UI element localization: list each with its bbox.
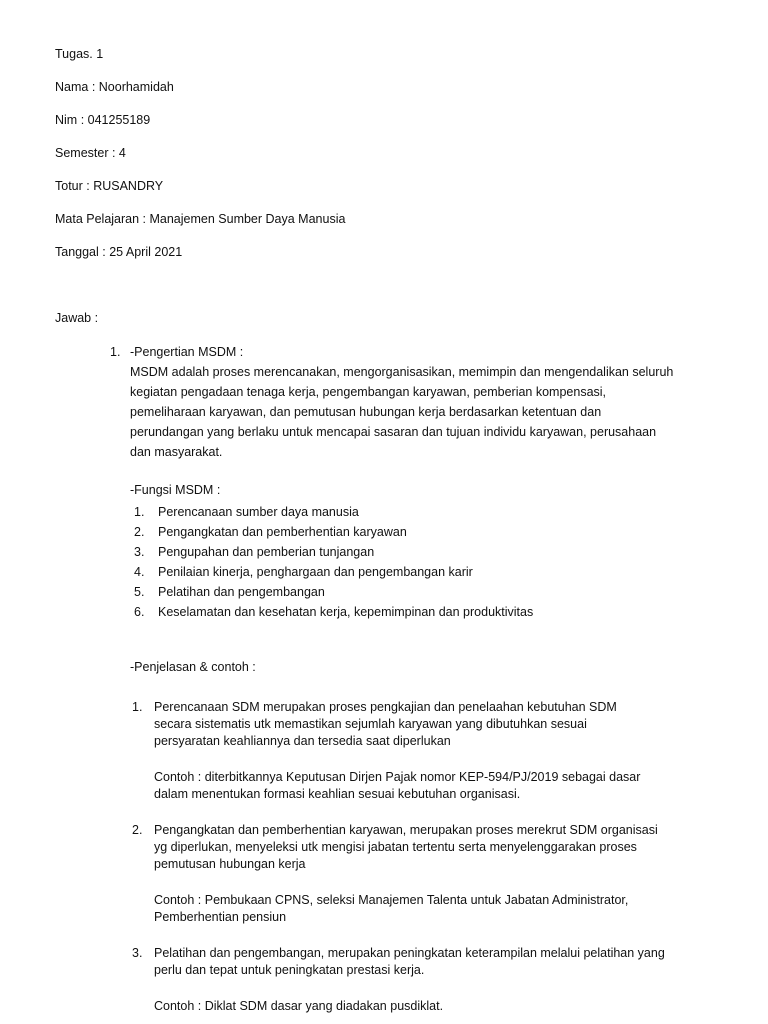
penjelasan-number: 3.: [132, 946, 143, 960]
penjelasan-line: persyaratan keahliannya dan tersedia saat diperlukan: [154, 734, 451, 748]
list-item: Penilaian kinerja, penghargaan dan pengembangan karir: [158, 565, 473, 579]
mata-pelajaran-field: Mata Pelajaran : Manajemen Sumber Daya Manusia: [55, 212, 346, 226]
list-item: Pelatihan dan pengembangan: [158, 585, 325, 599]
contoh-line: Pemberhentian pensiun: [154, 910, 287, 924]
jawab-label: Jawab :: [55, 311, 99, 325]
definition-line: perundangan yang berlaku untuk mencapai sasaran dan tujuan individu karyawan, perusahaan: [130, 425, 657, 439]
definition-line: dan masyarakat.: [130, 445, 223, 459]
tugas-label: Tugas. 1: [55, 47, 104, 61]
list-item-number: 1.: [134, 505, 145, 519]
nama-field: Nama : Noorhamidah: [55, 80, 174, 94]
fungsi-title: -Fungsi MSDM :: [130, 483, 221, 497]
pengertian-title: -Pengertian MSDM :: [130, 345, 244, 359]
list-item-number: 4.: [134, 565, 145, 579]
penjelasan-number: 1.: [132, 700, 143, 714]
contoh-line: Contoh : Diklat SDM dasar yang diadakan pusdiklat.: [154, 999, 444, 1013]
list-item: Pengangkatan dan pemberhentian karyawan: [158, 525, 407, 539]
list-item: Keselamatan dan kesehatan kerja, kepemimpinan dan produktivitas: [158, 605, 534, 619]
penjelasan-line: pemutusan hubungan kerja: [154, 857, 306, 871]
answer-number: 1.: [110, 345, 121, 359]
list-item-number: 3.: [134, 545, 145, 559]
penjelasan-line: Pengangkatan dan pemberhentian karyawan, merupakan proses merekrut SDM organisasi: [154, 823, 658, 837]
semester-field: Semester : 4: [55, 146, 126, 160]
penjelasan-title: -Penjelasan & contoh :: [130, 660, 256, 674]
penjelasan-number: 2.: [132, 823, 143, 837]
penjelasan-line: yg diperlukan, menyeleksi utk mengisi jabatan tertentu serta menyelenggarakan proses: [154, 840, 637, 854]
penjelasan-line: Pelatihan dan pengembangan, merupakan peningkatan keterampilan melalui pelatihan yang: [154, 946, 665, 960]
list-item: Pengupahan dan pemberian tunjangan: [158, 545, 375, 559]
penjelasan-line: perlu dan tepat untuk peningkatan prestasi kerja.: [154, 963, 425, 977]
nim-field: Nim : 041255189: [55, 113, 151, 127]
definition-line: MSDM adalah proses merencanakan, mengorganisasikan, memimpin dan mengendalikan seluruh: [130, 365, 674, 379]
tanggal-field: Tanggal : 25 April 2021: [55, 245, 183, 259]
contoh-line: dalam menentukan formasi keahlian sesuai kebutuhan organisasi.: [154, 787, 521, 801]
contoh-line: Contoh : diterbitkannya Keputusan Dirjen Pajak nomor KEP-594/PJ/2019 sebagai dasar: [154, 770, 641, 784]
tutor-field: Totur : RUSANDRY: [55, 179, 164, 193]
list-item-number: 5.: [134, 585, 145, 599]
penjelasan-line: secara sistematis utk memastikan sejumlah karyawan yang dibutuhkan sesuai: [154, 717, 587, 731]
list-item: Perencanaan sumber daya manusia: [158, 505, 359, 519]
list-item-number: 2.: [134, 525, 145, 539]
definition-line: kegiatan pengadaan tenaga kerja, pengembangan karyawan, pemberian kompensasi,: [130, 385, 607, 399]
list-item-number: 6.: [134, 605, 145, 619]
definition-line: pemeliharaan karyawan, dan pemutusan hubungan kerja berdasarkan ketentuan dan: [130, 405, 602, 419]
contoh-line: Contoh : Pembukaan CPNS, seleksi Manajemen Talenta untuk Jabatan Administrator,: [154, 893, 629, 907]
penjelasan-line: Perencanaan SDM merupakan proses pengkajian dan penelaahan kebutuhan SDM: [154, 700, 617, 714]
